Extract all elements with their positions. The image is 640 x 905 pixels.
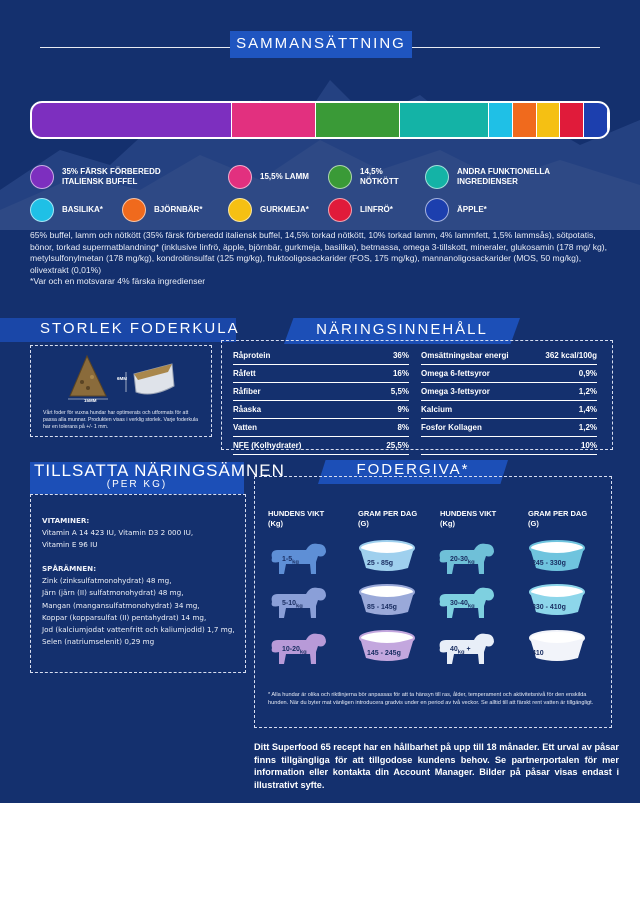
grams-label-value: 330 - 410g <box>532 604 566 611</box>
bar-segment-2 <box>316 103 400 137</box>
bar-segment-7 <box>560 103 584 137</box>
additives-title: TILLSATTA NÄRINGSÄMNEN <box>34 461 285 480</box>
legend-dot <box>30 198 54 222</box>
legend-label: 35% FÄRSK FÖRBEREDD ITALIENSK BUFFEL <box>62 167 161 186</box>
nutrient-value: 1,2% <box>578 387 597 396</box>
nutrient-name: Vatten <box>233 423 258 432</box>
bowl-icon <box>354 538 420 579</box>
nutrition-row <box>421 383 597 401</box>
legend-dot <box>328 198 352 222</box>
trace-line: Mangan (mangansulfatmonohydrat) 34 mg, <box>42 600 200 610</box>
bar-segment-4 <box>489 103 513 137</box>
dog-weight-label <box>282 556 299 565</box>
nutrient-name: Råfett <box>233 369 256 378</box>
dog-icon <box>266 538 332 583</box>
legend-dot <box>122 198 146 222</box>
legend-label: ÄPPLE* <box>457 205 487 214</box>
legend-item <box>328 198 393 222</box>
weight-unit: kg <box>457 649 465 656</box>
footer-text: Ditt Superfood 65 recept har en hållbarhet på upp till 18 månader. Ett urval av påsar finns tillgängliga för att tillgodose kundens behov. Se partnerportalen för mer information eller kontakta din Account Manager. Bilder på påsar visas endast i illustrativt syfte. <box>254 742 619 790</box>
grams-label <box>367 650 401 657</box>
dog-weight-label <box>450 646 471 655</box>
weight-unit: kg <box>467 559 475 566</box>
grams-label <box>532 650 544 657</box>
trace-line: Järn (järn (II) sulfatmonohydrat) 48 mg, <box>42 588 184 598</box>
legend-dot <box>30 165 54 189</box>
legend-item <box>425 165 550 189</box>
nutrition-row <box>421 365 597 383</box>
nutrient-name: Kalcium <box>421 405 453 414</box>
bowl-icon <box>524 582 590 623</box>
nutrient-name: Råaska <box>233 405 262 414</box>
trace-line: Jod (kalciumjodat vattenfritt och kaliumjodid) 1,7 mg, <box>42 624 235 634</box>
legend-item <box>30 165 161 189</box>
legend-dot <box>228 198 252 222</box>
legend-dot <box>425 198 449 222</box>
legend-item <box>122 198 202 222</box>
vitamins-heading: VITAMINER: <box>42 516 90 525</box>
grams-label-value: 85 - 145g <box>367 604 397 611</box>
vitamin-line: Vitamin A 14 423 IU, Vitamin D3 2 000 IU, <box>42 528 194 538</box>
bar-segment-8 <box>584 103 608 137</box>
grams-label <box>532 560 566 567</box>
nutrition-row <box>233 347 409 365</box>
nutrient-name: NFE (Kolhydrater) <box>233 441 302 450</box>
nutrient-name: Omsättningsbar energi <box>421 351 509 360</box>
feeding-title: FODERGIVA* <box>356 461 470 478</box>
nutrient-value: 362 kcal/100g <box>545 351 597 360</box>
legend-label: 15,5% LAMM <box>260 172 309 181</box>
vitamin-line: Vitamin E 96 IU <box>42 540 98 550</box>
dog-weight-label <box>450 600 475 609</box>
nutrient-value: 9% <box>397 405 409 414</box>
bar-segment-5 <box>513 103 537 137</box>
ingredients-footnote: *Var och en motsvarar 4% färska ingredienser <box>30 276 206 286</box>
trace-line: Koppar (kopparsulfat (II) pentahydrat) 14 mg, <box>42 612 207 622</box>
feeding-note: * Alla hundar är olika och riktlinjerna bör anpassas för att ta hänsyn till ras, ålder, temperament och aktivitetsnivå för den enskilda hunden. När du byter mat vänligen introducera gradvis under en period av två veckor. Se alltid till att färskt rent vatten är tillgängligt. <box>268 692 594 706</box>
legend-item <box>30 198 103 222</box>
nutrient-value: 5,5% <box>390 387 409 396</box>
nutrient-value: 1,2% <box>578 423 597 432</box>
title-rule-right <box>410 47 600 48</box>
nutrition-table-right <box>421 347 597 455</box>
composition-bar <box>30 101 610 139</box>
additives-subtitle: (PER KG) <box>106 479 168 490</box>
dog-weight-label-value: 10-20 <box>282 646 300 653</box>
bowl-icon <box>354 628 420 669</box>
feeding-col-weight-2: HUNDENS VIKT (Kg) <box>440 509 497 528</box>
weight-unit: kg <box>299 649 307 656</box>
bar-segment-1 <box>232 103 316 137</box>
weight-unit: kg <box>296 603 303 610</box>
kibble-title: STORLEK FODERKULA <box>40 320 240 337</box>
kibble-width-label: 15MM <box>84 398 97 403</box>
ingredients-list: 65% buffel, lamm och nötkött (35% färsk förberedd italiensk buffel, 14,5% torkad nötkött, 10% torkad lamm, 4% lammfett, 1,5% lammsås), sötpotatis, bönor, torkad supermatblandning* (inklusive linfrö, äpple, björnbär, gurkmeja, basilika), betmassa, omega 3-tillskott, mineraler, glukosamin (178 mg/ kg), metylsulfonylmetan (178 mg/kg), kondroitinsulfat (125 mg/kg), fruktooligosackarider (FOS, 175 mg/kg), mannanoligosackarider (MOS, 50 mg/kg), olivextrakt (0,01%) <box>30 230 608 275</box>
dog-weight-label <box>282 600 303 609</box>
grams-label-value: 25 - 85g <box>367 560 394 567</box>
dog-weight-label <box>450 556 475 565</box>
grams-label-value: 145 - 245g <box>367 650 401 657</box>
trace-line: Selen (natriumselenit) 0,29 mg <box>42 636 155 646</box>
title-rule-left <box>40 47 230 48</box>
nutrition-row <box>233 401 409 419</box>
nutrition-row <box>233 437 409 455</box>
dog-weight-label-value: 5-10 <box>282 600 297 607</box>
bowl-icon <box>524 628 590 669</box>
legend-dot <box>228 165 252 189</box>
nutrient-value: 16% <box>392 369 409 378</box>
nutrient-name: Omega 6-fettsyror <box>421 369 490 378</box>
ingredients-text <box>30 230 615 288</box>
weight-unit: kg <box>292 559 299 566</box>
trace-line: Zink (zinksulfatmonohydrat) 48 mg, <box>42 576 172 586</box>
nutrient-value: 8% <box>397 423 409 432</box>
kibble-height-label: 6MM <box>117 376 127 381</box>
nutrient-value: 1,4% <box>578 405 597 414</box>
bar-segment-6 <box>537 103 561 137</box>
nutrition-row <box>421 401 597 419</box>
nutrient-value: 25,5% <box>386 441 409 450</box>
nutrition-row <box>233 365 409 383</box>
weight-unit: kg <box>467 603 475 610</box>
bar-segment-0 <box>32 103 232 137</box>
legend-item <box>228 165 309 189</box>
legend-label: BASILIKA* <box>62 205 103 214</box>
bowl-icon <box>354 582 420 623</box>
bar-segment-3 <box>400 103 489 137</box>
nutrition-row <box>233 419 409 437</box>
nutrition-row <box>421 419 597 437</box>
kibble-note: Vårt foder för vuxna hundar har optimerats och utformats för att passa alla munnar. Produkten visas i verklig storlek. Varje foderkula har en tolerans på +/- 1 mm. <box>43 410 199 430</box>
feeding-col-grams: GRAM PER DAG (G) <box>358 509 418 528</box>
legend-dot <box>328 165 352 189</box>
grams-label <box>367 560 393 567</box>
nutrition-title: NÄRINGSINNEHÅLL <box>316 321 488 338</box>
dog-weight-label-value: 1-5 <box>282 556 293 563</box>
grams-label-value: 410 <box>532 650 544 657</box>
legend-dot <box>425 165 449 189</box>
dog-weight-label <box>282 646 307 655</box>
legend-label: LINFRÖ* <box>360 205 393 214</box>
dog-weight-label-value: 30-40 <box>450 600 468 607</box>
feeding-col-weight: HUNDENS VIKT (Kg) <box>268 509 325 528</box>
legend-item <box>328 165 399 189</box>
dog-weight-label-value: 40 <box>450 646 458 653</box>
additives-text <box>42 515 242 648</box>
trace-heading: SPÅRÄMNEN: <box>42 564 97 574</box>
legend-item <box>228 198 309 222</box>
feeding-col-grams-2: GRAM PER DAG (G) <box>528 509 588 528</box>
nutrient-name: Råprotein <box>233 351 271 360</box>
composition-title: SAMMANSÄTTNING <box>236 35 406 52</box>
nutrition-row <box>233 383 409 401</box>
nutrition-row <box>421 347 597 365</box>
nutrient-value: 36% <box>392 351 409 360</box>
legend-label: BJÖRNBÄR* <box>154 205 203 214</box>
nutrient-value: 0,9% <box>578 369 597 378</box>
weight-plus: + <box>464 646 471 653</box>
nutrient-name: Fosfor Kollagen <box>421 423 482 432</box>
legend-item <box>425 198 487 222</box>
nutrient-name: Råfiber <box>233 387 261 396</box>
grams-label <box>532 604 566 611</box>
nutrient-name: Omega 3-fettsyror <box>421 387 490 396</box>
grams-label <box>367 604 397 611</box>
nutrient-value: 10% <box>580 441 597 450</box>
bowl-icon <box>524 538 590 579</box>
nutrition-row <box>421 437 597 455</box>
legend-label: ANDRA FUNKTIONELLA INGREDIENSER <box>457 167 551 186</box>
legend-label: 14,5% NÖTKÖTT <box>360 167 399 186</box>
dog-weight-label-value: 20-30 <box>450 556 468 563</box>
legend-label: GURKMEJA* <box>260 205 309 214</box>
grams-label-value: 245 - 330g <box>532 560 566 567</box>
nutrition-table-left <box>233 347 409 455</box>
